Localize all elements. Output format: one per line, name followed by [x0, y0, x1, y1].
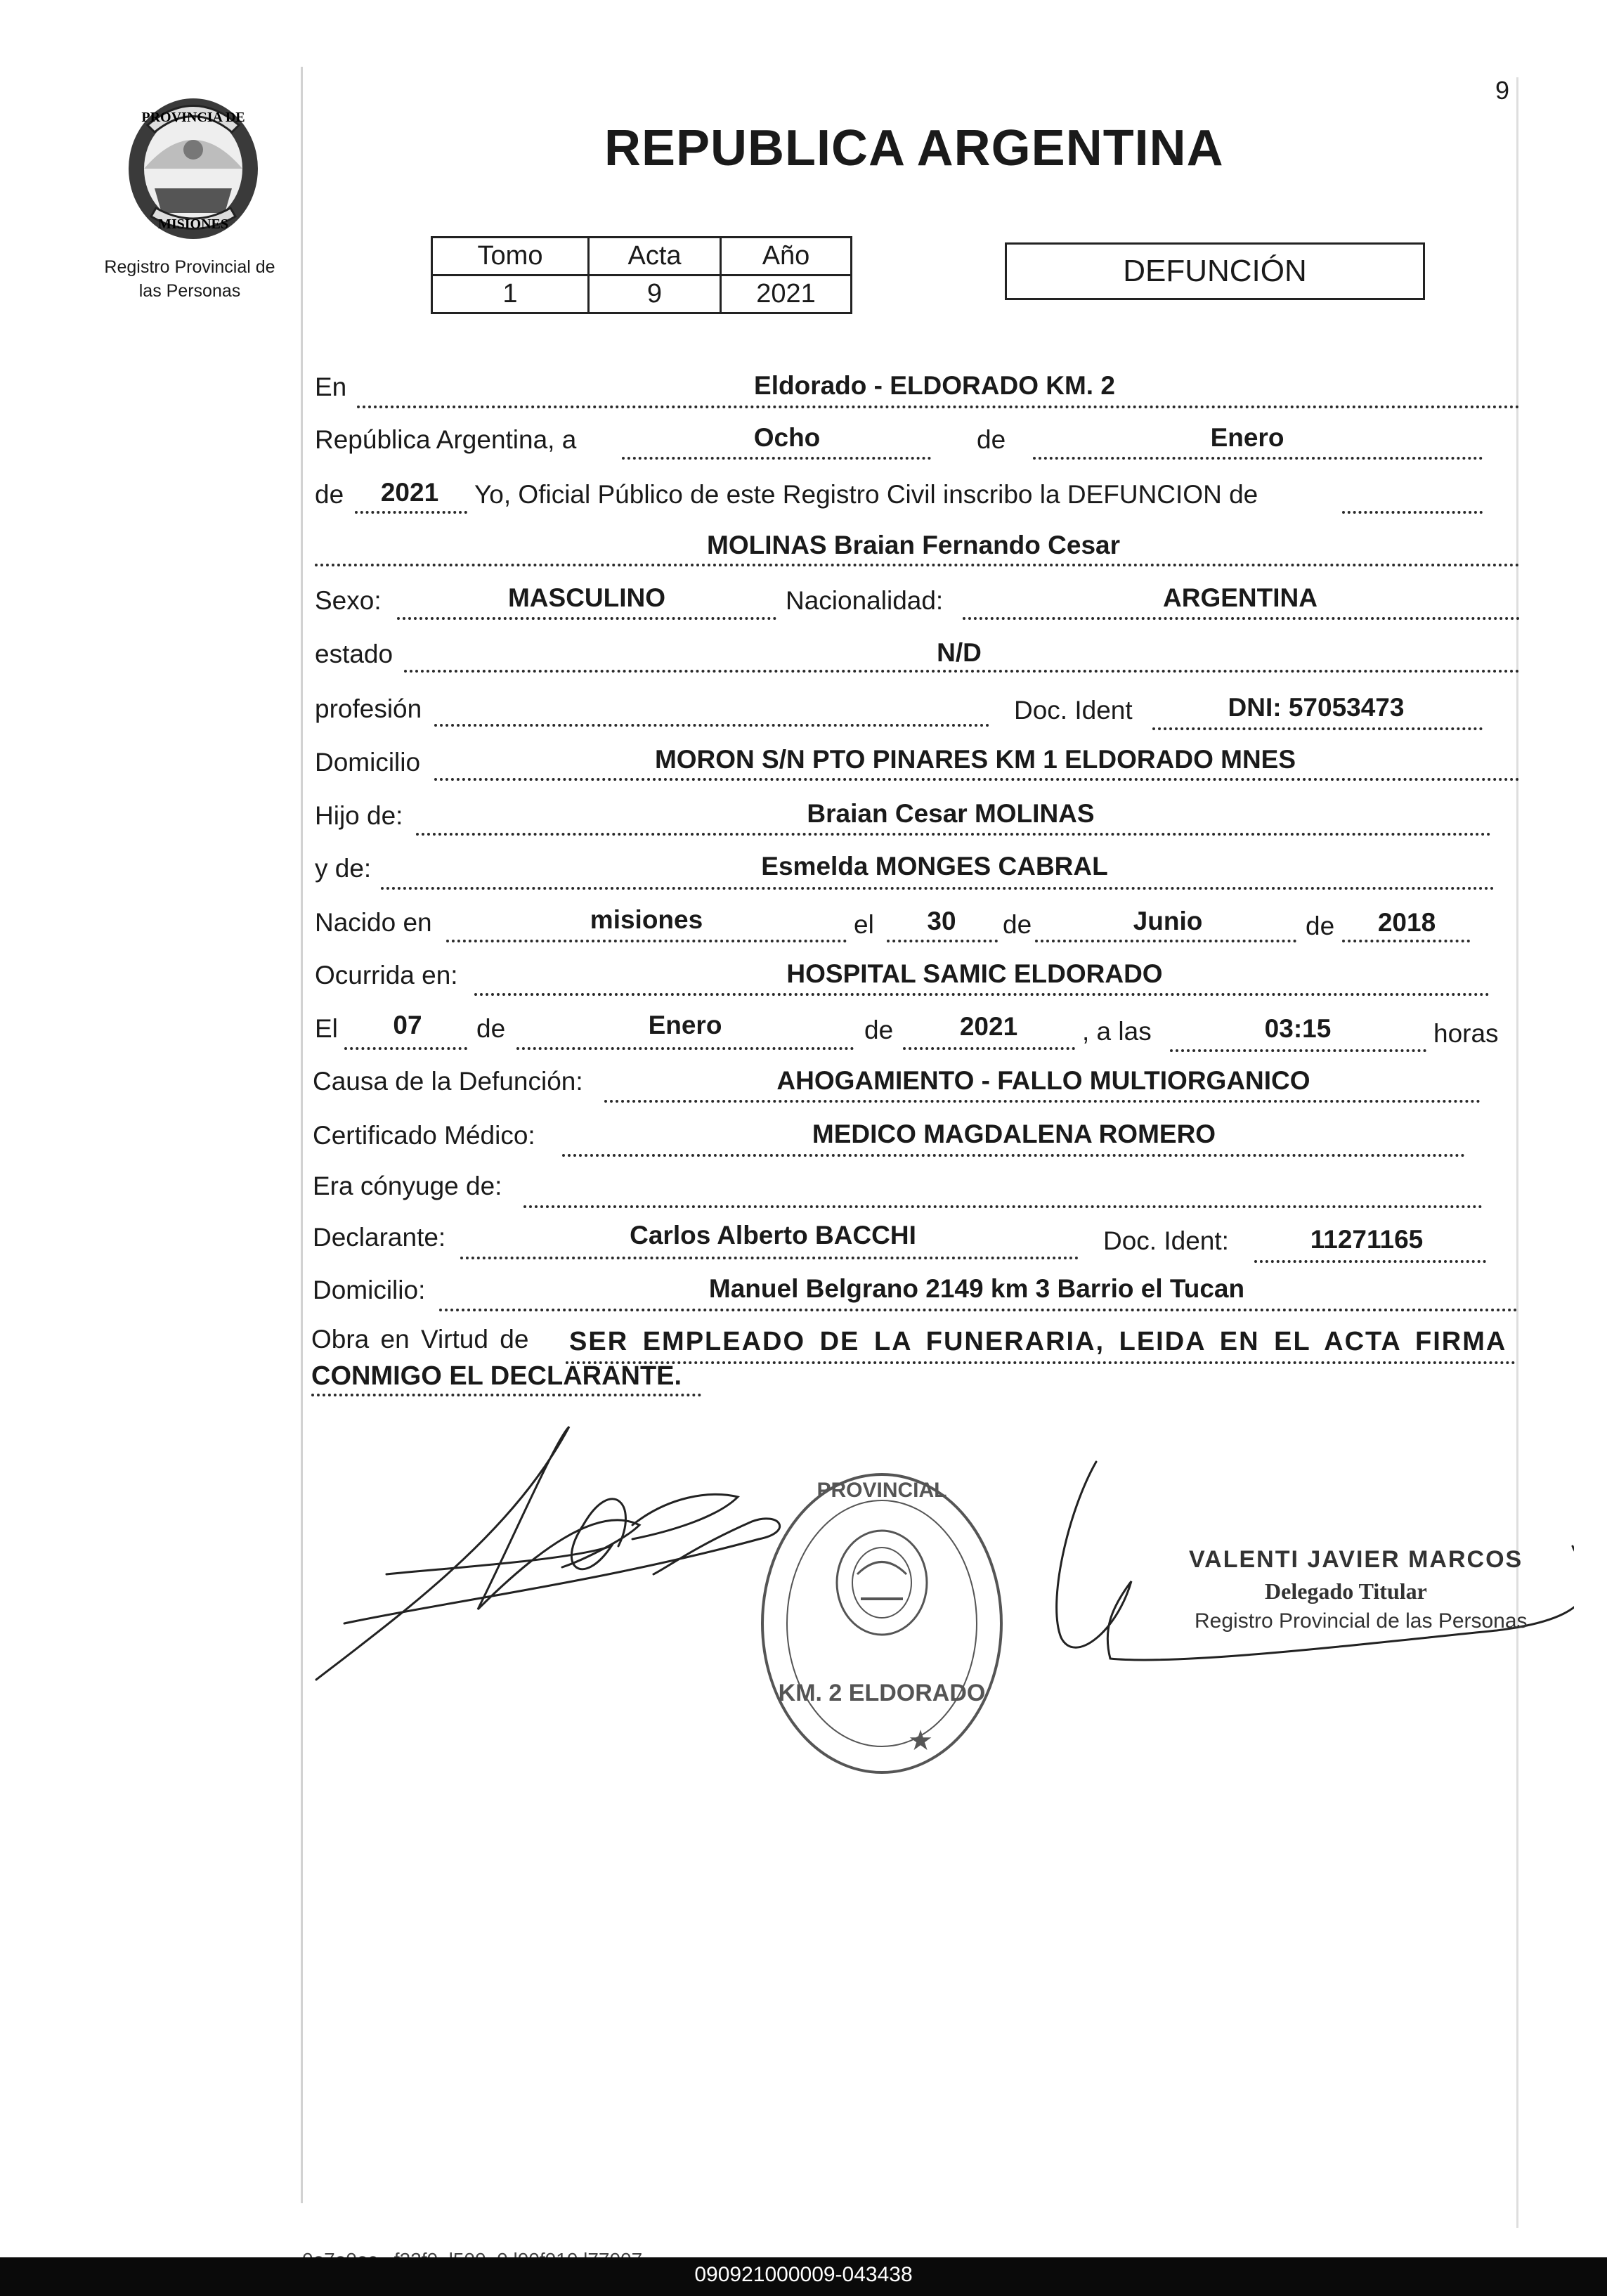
label-en: En — [315, 372, 347, 401]
footer-barcode-number: 090921000009-043438 — [694, 2263, 913, 2286]
left-margin-line — [301, 67, 303, 2203]
dotted-line — [344, 1047, 467, 1050]
value-estado: N/D — [937, 638, 982, 667]
acta-header: Acta — [589, 238, 721, 275]
value-dia-nacimiento: 30 — [927, 907, 956, 935]
official-org: Registro Provincial de las Personas — [1195, 1609, 1528, 1633]
value-causa: AHOGAMIENTO - FALLO MULTIORGANICO — [776, 1066, 1310, 1095]
anio-value: 2021 — [721, 275, 852, 313]
declarant-signature — [316, 1427, 780, 1680]
svg-text:★: ★ — [908, 1725, 933, 1756]
dotted-line — [1254, 1260, 1486, 1263]
value-obra-line2: CONMIGO EL DECLARANTE. — [311, 1361, 682, 1391]
label-estado: estado — [315, 640, 393, 668]
dotted-line — [474, 993, 1490, 996]
dotted-line — [460, 1257, 1079, 1259]
dotted-line — [516, 1047, 854, 1050]
label-el: el — [854, 910, 874, 939]
label-doc-ident-declarante: Doc. Ident: — [1103, 1226, 1229, 1255]
dotted-line — [434, 724, 989, 727]
value-anio-defuncion: 2021 — [959, 1012, 1018, 1041]
dotted-line — [404, 670, 1520, 673]
dotted-line — [439, 1309, 1518, 1311]
dotted-line — [311, 1394, 701, 1396]
label-sexo: Sexo: — [315, 586, 382, 615]
document-type-box: DEFUNCIÓN — [1005, 242, 1425, 300]
dotted-line — [446, 940, 847, 942]
dotted-line — [887, 940, 998, 942]
dotted-line — [963, 617, 1520, 620]
dotted-line — [566, 1361, 1516, 1364]
label-nacido-en: Nacido en — [315, 908, 432, 937]
label-declarante: Declarante: — [313, 1223, 446, 1252]
value-hora-defuncion: 03:15 — [1264, 1014, 1332, 1043]
dotted-line — [903, 1047, 1075, 1050]
official-name: VALENTI JAVIER MARCOS — [1189, 1546, 1523, 1573]
dotted-line — [397, 617, 776, 620]
label-de-def-2: de — [864, 1016, 894, 1044]
registry-stamp — [762, 1474, 1001, 1772]
value-documento: DNI: 57053473 — [1228, 693, 1405, 722]
label-de-nac: de — [1003, 910, 1032, 939]
dotted-line — [1342, 940, 1470, 942]
dotted-line — [416, 833, 1491, 836]
issuer-name — [77, 255, 302, 303]
value-anio-nacimiento: 2018 — [1377, 908, 1436, 937]
label-hijo-de: Hijo de: — [315, 801, 403, 830]
dotted-line — [1170, 1049, 1426, 1052]
svg-text:MISIONES: MISIONES — [157, 216, 229, 232]
label-nacionalidad: Nacionalidad: — [786, 586, 944, 615]
issuer-line-1: Registro Provincial de — [104, 257, 275, 277]
value-dia-texto: Ocho — [753, 423, 821, 452]
official-role: Delegado Titular — [1265, 1578, 1427, 1604]
label-y-de: y de: — [315, 854, 372, 883]
dotted-line — [1342, 511, 1483, 514]
dotted-line — [622, 457, 931, 460]
stamp-inner-text: KM. 2 ELDORADO — [778, 1680, 986, 1706]
label-profesion: profesión — [315, 694, 422, 723]
tomo-value: 1 — [432, 275, 589, 313]
label-obra: Obra en Virtud de — [311, 1325, 529, 1354]
page-number: 9 — [1495, 76, 1510, 105]
value-anio-registro: 2021 — [380, 478, 439, 507]
dotted-line — [523, 1205, 1483, 1208]
issuer-line-2: las Personas — [138, 281, 241, 301]
page-title: REPUBLICA ARGENTINA — [604, 120, 1224, 176]
value-lugar-defuncion: HOSPITAL SAMIC ELDORADO — [786, 959, 1163, 988]
label-domicilio: Domicilio — [315, 748, 421, 777]
value-nacionalidad: ARGENTINA — [1163, 583, 1318, 612]
dotted-line — [357, 406, 1520, 408]
value-nombre: MOLINAS Braian Fernando Cesar — [706, 531, 1121, 559]
dotted-line — [381, 887, 1495, 890]
value-lugar-nacimiento: misiones — [590, 905, 703, 934]
label-certificado: Certificado Médico: — [313, 1121, 535, 1150]
value-declarante-doc: 11271165 — [1310, 1225, 1424, 1254]
value-madre: Esmelda MONGES CABRAL — [761, 852, 1108, 881]
value-dia-defuncion: 07 — [393, 1011, 422, 1039]
signatures-area — [302, 1399, 1574, 1792]
value-certificado: MEDICO MAGDALENA ROMERO — [812, 1120, 1216, 1148]
label-causa: Causa de la Defunción: — [313, 1067, 583, 1096]
value-padre: Braian Cesar MOLINAS — [807, 799, 1095, 828]
label-domicilio-declarante: Domicilio: — [313, 1276, 426, 1304]
misiones-crest-icon — [112, 83, 274, 245]
value-declarante-domicilio: Manuel Belgrano 2149 km 3 Barrio el Tucan — [708, 1274, 1245, 1303]
dotted-line — [562, 1154, 1465, 1157]
value-lugar: Eldorado - ELDORADO KM. 2 — [754, 371, 1115, 400]
value-declarante: Carlos Alberto BACCHI — [630, 1221, 916, 1250]
svg-text:PROVINCIA DE: PROVINCIA DE — [141, 110, 245, 125]
label-horas: horas — [1433, 1019, 1499, 1048]
dotted-line — [604, 1100, 1481, 1103]
anio-header: Año — [721, 238, 852, 275]
label-el-cap: El — [315, 1014, 338, 1043]
label-republica: República Argentina, a — [315, 425, 577, 454]
value-mes-nacimiento: Junio — [1133, 907, 1203, 935]
dotted-line — [315, 564, 1520, 566]
acta-value: 9 — [589, 275, 721, 313]
value-mes-registro: Enero — [1210, 423, 1284, 452]
dotted-line — [434, 778, 1520, 781]
dotted-line — [355, 511, 467, 514]
dotted-line — [1035, 940, 1296, 942]
label-de-2: de — [315, 480, 344, 509]
label-ocurrida-en: Ocurrida en: — [315, 961, 458, 990]
label-de-def: de — [476, 1014, 506, 1043]
dotted-line — [1033, 457, 1483, 460]
label-de: de — [977, 425, 1006, 454]
dotted-line — [1152, 727, 1483, 730]
record-table — [431, 236, 852, 314]
right-margin-line — [1516, 77, 1518, 2228]
label-a-las: , a las — [1082, 1017, 1152, 1046]
value-obra-line1: SER EMPLEADO DE LA FUNERARIA, LEIDA EN EL ACTA FIRMA — [569, 1327, 1507, 1356]
label-doc-ident: Doc. Ident — [1014, 696, 1133, 725]
label-yo: Yo, Oficial Público de este Registro Civil inscribo la DEFUNCION de — [474, 480, 1258, 509]
value-domicilio: MORON S/N PTO PINARES KM 1 ELDORADO MNES — [654, 745, 1296, 774]
value-sexo: MASCULINO — [507, 583, 666, 612]
stamp-outer-text: PROVINCIAL — [816, 1479, 947, 1502]
label-de-nac-2: de — [1306, 912, 1335, 940]
value-mes-defuncion: Enero — [648, 1011, 722, 1039]
tomo-header: Tomo — [432, 238, 589, 275]
label-conyuge: Era cónyuge de: — [313, 1172, 502, 1200]
